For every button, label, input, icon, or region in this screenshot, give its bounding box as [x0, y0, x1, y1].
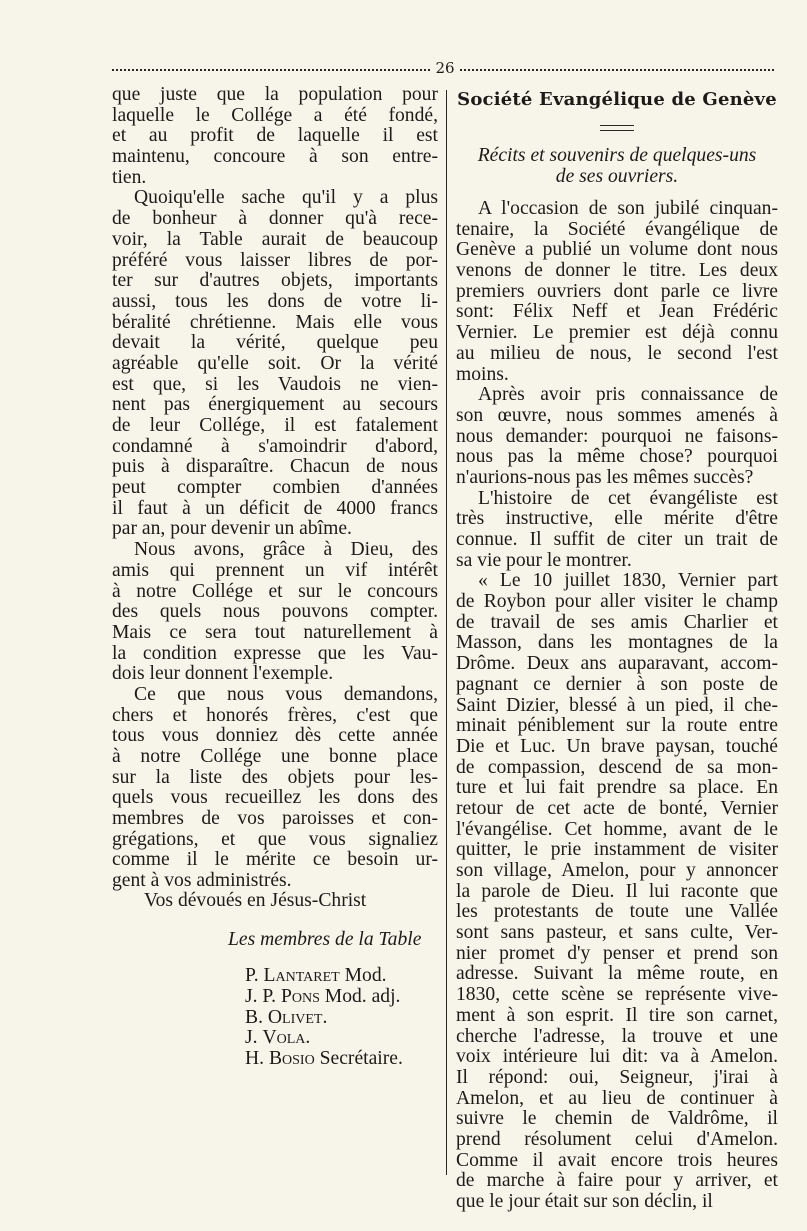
text-line: préféré vous laisser libres de por-	[112, 249, 438, 271]
text-line: sont sans pasteur, et sans culte, Ver-	[456, 922, 778, 944]
text-line: sa vie pour le montrer.	[456, 549, 632, 571]
closing-line: Vos dévoués en Jésus-Christ	[144, 889, 367, 911]
text-line: nous pas la même chose? pourquoi	[456, 446, 778, 468]
text-line: comme il le mérite ce besoin ur-	[112, 849, 438, 871]
text-line: devait la vérité, quelque peu	[112, 332, 438, 354]
text-line: nent pas énergiquement au secours	[112, 394, 438, 416]
text-line: adresse. Suivant la même route, en	[456, 963, 778, 985]
text-line: Comme il avait encore trois heures	[456, 1149, 778, 1171]
text-line: que juste que la population pour	[112, 84, 438, 105]
text-line: Nous avons, grâce à Dieu, des	[134, 539, 438, 561]
text-line: Mais ce sera tout naturellement à	[112, 621, 438, 643]
paragraph	[456, 489, 778, 572]
text-line: son village, Amelon, pour y annoncer	[456, 860, 778, 881]
text-line: par an, pour devenir un abîme.	[112, 518, 352, 540]
text-line: venons de donner le titre. Les deux	[456, 260, 778, 282]
signer-initial: H.	[245, 1047, 265, 1069]
signer-role: Secrétaire.	[319, 1047, 403, 1069]
text-line: son œuvre, nous sommes amenés à	[456, 404, 778, 426]
text-line: moins.	[456, 363, 509, 385]
paragraph	[112, 188, 438, 540]
text-line: retour de cet acte de bonté, Vernier	[456, 797, 778, 819]
paragraph	[112, 540, 438, 685]
signer-name: Lantaret	[263, 965, 340, 987]
text-line: maintenu, concoure à son entre-	[112, 146, 438, 168]
text-line: tenaire, la Société évangélique de	[456, 218, 778, 240]
text-line: chers et honorés frères, c'est que	[112, 704, 438, 726]
signer-role: Mod. adj.	[324, 985, 401, 1007]
text-line: Amelon, et au lieu de continuer à	[456, 1087, 778, 1109]
text-line: béralité chrétienne. Mais elle vous	[112, 311, 438, 333]
left-column-body	[112, 85, 438, 892]
text-line: que le jour était sur son déclin, il	[456, 1191, 713, 1212]
article-subtitle-line-2: de ses ouvriers.	[555, 166, 679, 187]
text-line: de bonheur à donner qu'à rece-	[112, 208, 438, 230]
signer-line	[112, 1028, 438, 1049]
text-line: « Le 10 juillet 1830, Vernier part	[478, 570, 778, 592]
text-line: Il répond: oui, Seigneur, j'irai à	[456, 1066, 778, 1088]
text-line: il faut à un déficit de 4000 francs	[112, 497, 438, 519]
text-line: Ce que nous vous demandons,	[134, 683, 438, 705]
signer-initial: J. P.	[245, 985, 277, 1007]
text-line: premiers ouvriers dont parle ce livre	[456, 280, 778, 302]
text-line: à notre Collége et sur le concours	[112, 580, 438, 602]
text-line: l'évangélise. Cet homme, avant de le	[456, 818, 778, 840]
text-line: quitter, le prie instamment de visiter	[456, 839, 778, 861]
text-line: de Roybon pour aller visiter le champ	[456, 591, 778, 613]
header-rule-left	[112, 69, 430, 71]
signer-initial: J.	[245, 1027, 258, 1049]
text-line: voir, la Table aurait de beaucoup	[112, 228, 438, 250]
text-line: peut compter combien d'années	[112, 477, 438, 499]
text-line: ment à son esprit. Il tire son carnet,	[456, 1004, 778, 1026]
text-line: est que, si les Vaudois ne vien-	[112, 373, 438, 395]
title-ornament	[600, 125, 634, 131]
paragraph	[112, 85, 438, 188]
text-line: tien.	[112, 166, 147, 188]
text-line: nous demander: pourquoi ne faisons-	[456, 425, 778, 447]
text-line: Saint Dizier, blessé à un pied, il che-	[456, 694, 778, 716]
text-line: amis qui prennent un vif intérêt	[112, 559, 438, 581]
text-line: de travail de ses amis Charlier et	[456, 611, 778, 633]
right-column	[456, 85, 778, 1213]
text-line: cherche l'adresse, la trouve et une	[456, 1025, 778, 1047]
signer-name: Bosio	[268, 1047, 315, 1069]
text-line: tous vous donniez dès cette année	[112, 725, 438, 747]
text-line: gent à vos administrés.	[112, 870, 292, 892]
column-divider	[446, 90, 447, 1175]
signer-line	[112, 1008, 438, 1029]
paragraph	[456, 199, 778, 385]
text-line: Après avoir pris connaissance de	[478, 384, 778, 406]
right-column-body	[456, 199, 778, 1213]
text-line: des quels nous pouvons compter.	[112, 601, 438, 623]
text-line: laquelle le Collége a été fondé,	[112, 104, 438, 126]
signer-initial: P.	[245, 965, 259, 987]
signer-name: Pons	[280, 985, 320, 1007]
signer-name: Olivet.	[267, 1006, 328, 1028]
text-line: nier promet d'y penser et prend son	[456, 942, 778, 964]
text-line: au milieu de nous, le second l'est	[456, 342, 778, 364]
text-line: condamné à s'amoindrir d'abord,	[112, 435, 438, 457]
signer-initial: B.	[245, 1006, 263, 1028]
text-line: et au profit de laquelle il est	[112, 125, 438, 147]
article-title: Société Evangélique de Genève	[457, 89, 777, 110]
signer-line	[112, 987, 438, 1008]
paragraph	[456, 385, 778, 488]
signer-line	[112, 1049, 438, 1070]
header-rule-right	[460, 69, 774, 71]
text-line: à notre Collége une bonne place	[112, 746, 438, 767]
text-line: Genève a publié un volume dont nous	[456, 239, 778, 261]
signer-name: Vola.	[262, 1027, 311, 1049]
left-column	[112, 85, 438, 1070]
text-line: grégations, et que vous signaliez	[112, 828, 438, 850]
text-line: quels vous recueillez les dons des	[112, 787, 438, 809]
text-line: Die et Luc. Un brave paysan, touché	[456, 735, 778, 757]
text-line: de compassion, descend de sa mon-	[456, 756, 778, 778]
text-line: Quoiqu'elle sache qu'il y a plus	[134, 187, 438, 209]
text-line: aussi, tous les dons de votre li-	[112, 290, 438, 312]
text-line: la parole de Dieu. Il lui raconte que	[456, 880, 778, 902]
text-line: sont: Félix Neff et Jean Frédéric	[456, 301, 778, 323]
text-line: voix intérieure lui dit: va à Amelon.	[456, 1046, 778, 1068]
text-line: Masson, dans les montagnes de la	[456, 632, 778, 654]
signer-role: Mod.	[344, 965, 387, 987]
signers-list	[112, 966, 438, 1069]
text-line: membres de vos paroisses et con-	[112, 808, 438, 830]
page-header	[112, 58, 774, 80]
text-line: les protestants de toute une Vallée	[456, 901, 778, 923]
text-line: minait péniblement sur la route entre	[456, 715, 778, 737]
text-line: ture et lui fait prendre sa place. En	[456, 777, 778, 799]
text-line: ter sur d'autres objets, importants	[112, 270, 438, 292]
text-line: sur la liste des objets pour les-	[112, 766, 438, 788]
text-line: agréable qu'elle soit. Or la vérité	[112, 352, 438, 374]
text-line: 1830, cette scène se représente vive-	[456, 984, 778, 1006]
text-line: dois leur donnent l'exemple.	[112, 663, 334, 685]
signer-line	[112, 966, 438, 987]
text-line: de leur Collége, il est fatalement	[112, 415, 438, 436]
text-line: L'histoire de cet évangéliste est	[478, 487, 778, 509]
page-number: 26	[435, 59, 455, 77]
text-line: n'aurions-nous pas les mêmes succès?	[456, 466, 754, 488]
article-subtitle-line-1: Récits et souvenirs de quelques-uns	[477, 145, 757, 166]
text-line: puis à disparaître. Chacun de nous	[112, 456, 438, 478]
paragraph	[456, 571, 778, 1212]
text-line: Drôme. Deux ans auparavant, accom-	[456, 653, 778, 675]
text-line: la condition expresse que les Vau-	[112, 642, 438, 664]
text-line: prend résolument celui d'Amelon.	[456, 1128, 778, 1150]
text-line: suivre le chemin de Valdrôme, il	[456, 1108, 778, 1130]
text-line: de marche à faire pour y arriver, et	[456, 1170, 778, 1192]
signature-line: Les membres de la Table	[228, 928, 422, 950]
text-line: très instructive, elle mérite d'être	[456, 508, 778, 530]
text-line: connue. Il suffit de citer un trait de	[456, 529, 778, 550]
text-line: pagnant ce dernier à son poste de	[456, 673, 778, 695]
text-line: Vernier. Le premier est déjà connu	[456, 322, 778, 344]
paragraph	[112, 685, 438, 892]
text-line: A l'occasion de son jubilé cinquan-	[478, 198, 778, 219]
